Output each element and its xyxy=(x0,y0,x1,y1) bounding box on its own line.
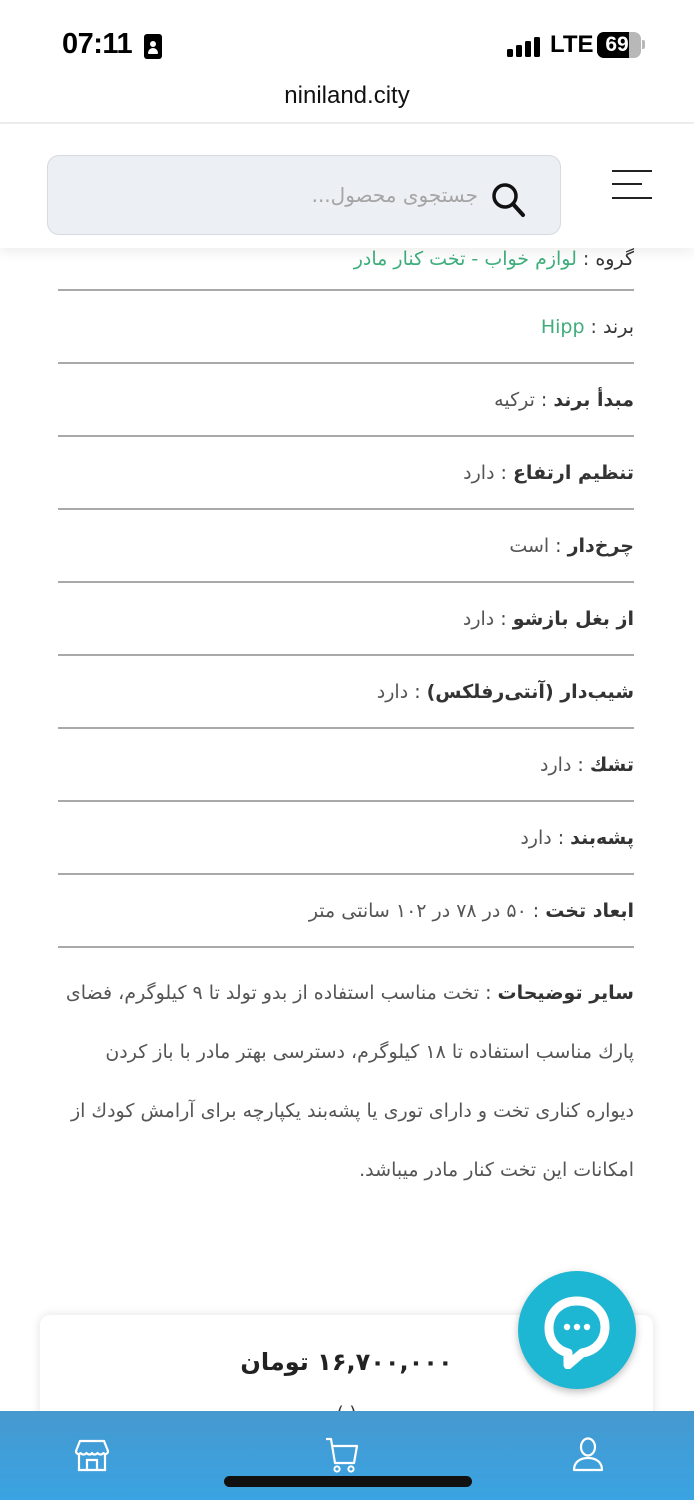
spec-label: برند xyxy=(602,315,634,338)
spec-row-brand: برند:Hipp xyxy=(58,291,634,364)
spec-row-group: گروه:لوازم خواب - تخت کنار مادر xyxy=(58,248,634,291)
search-box[interactable] xyxy=(47,155,561,235)
spec-row-mosquito-net: پشه‌بند:دارد xyxy=(58,802,634,875)
battery-tip xyxy=(642,40,645,49)
home-indicator[interactable] xyxy=(224,1476,472,1487)
status-bar xyxy=(0,0,694,80)
spec-label: از بغل بازشو xyxy=(512,607,634,630)
product-specs xyxy=(38,248,656,1308)
network-type: LTE xyxy=(550,31,594,58)
spec-row-mattress: تشك:دارد xyxy=(58,729,634,802)
spec-label: پشه‌بند xyxy=(570,826,634,849)
spec-label: تشك xyxy=(589,753,634,776)
portrait-lock-icon xyxy=(144,34,162,59)
user-icon[interactable] xyxy=(568,1435,608,1475)
description-text: تخت مناسب استفاده از بدو تولد تا ۹ کیلوگرم، فضای پارك مناسب استفاده تا ۱۸ کیلوگرم، دسترسی بهتر مادر با باز کردن دیواره کناری تخت و دارای توری یا پشه‌بند یکپارچه برای آرامش کودك از امکانات این تخت کنار مادر میباشد. xyxy=(65,982,634,1181)
spec-row-dimensions: ابعاد تخت:۵۰ در ۷۸ در ۱۰۲ سانتی متر xyxy=(58,875,634,948)
spec-label: تنظیم ارتفاع xyxy=(512,461,634,484)
chat-bubble-icon xyxy=(542,1295,612,1369)
store-icon[interactable] xyxy=(72,1435,112,1475)
spec-value: دارد xyxy=(520,826,552,849)
spec-row-wheels: چرخ‌دار:است xyxy=(58,510,634,583)
spec-label: ابعاد تخت xyxy=(545,899,634,922)
spec-row-brand-origin: مبدأ برند:ترکیه xyxy=(58,364,634,437)
spec-label: مبدأ برند xyxy=(553,388,634,411)
spec-value: دارد xyxy=(540,753,572,776)
search-icon[interactable] xyxy=(488,180,528,220)
spec-label: گروه xyxy=(595,248,634,270)
spec-row-anti-reflux: شیب‌دار (آنتی‌رفلکس):دارد xyxy=(58,656,634,729)
description-label: سایر توضیحات xyxy=(497,982,634,1004)
site-header xyxy=(0,124,694,248)
status-time: 07:11 xyxy=(62,28,133,60)
spec-label: شیب‌دار (آنتی‌رفلکس) xyxy=(426,680,634,703)
brand-link[interactable]: Hipp xyxy=(540,315,585,338)
product-price: ۱۶,۷۰۰,۰۰۰ تومان xyxy=(240,1348,453,1376)
group-link[interactable]: لوازم خواب - تخت کنار مادر xyxy=(353,248,577,270)
battery-level: 69 xyxy=(605,33,629,56)
spec-value: دارد xyxy=(462,607,495,630)
chat-button[interactable] xyxy=(518,1271,636,1389)
spec-label: چرخ‌دار xyxy=(567,534,634,557)
spec-description: سایر توضیحات:تخت مناسب استفاده از بدو تولد تا ۹ کیلوگرم، فضای پارك مناسب استفاده تا ۱۸ کیلوگرم، دسترسی بهتر مادر با باز کردن دیواره کناری تخت و دارای توری یا پشه‌بند یکپارچه برای آرامش کودك از امکانات این تخت کنار مادر میباشد. xyxy=(65,982,634,1181)
signal-strength-icon xyxy=(507,37,543,57)
spec-row-height-adjust: تنظیم ارتفاع:دارد xyxy=(58,437,634,510)
battery-icon xyxy=(597,32,641,58)
search-input[interactable] xyxy=(64,156,484,234)
spec-value: ترکیه xyxy=(494,388,535,411)
cart-icon[interactable] xyxy=(322,1435,362,1475)
spec-value: دارد xyxy=(463,461,495,484)
hamburger-menu-icon[interactable] xyxy=(612,166,656,202)
spec-row-side-open: از بغل بازشو:دارد xyxy=(58,583,634,656)
spec-value: است xyxy=(509,534,550,557)
spec-value: ۵۰ در ۷۸ در ۱۰۲ سانتی متر xyxy=(308,899,527,922)
spec-value: دارد xyxy=(376,680,409,703)
browser-url[interactable]: niniland.city xyxy=(284,82,410,109)
